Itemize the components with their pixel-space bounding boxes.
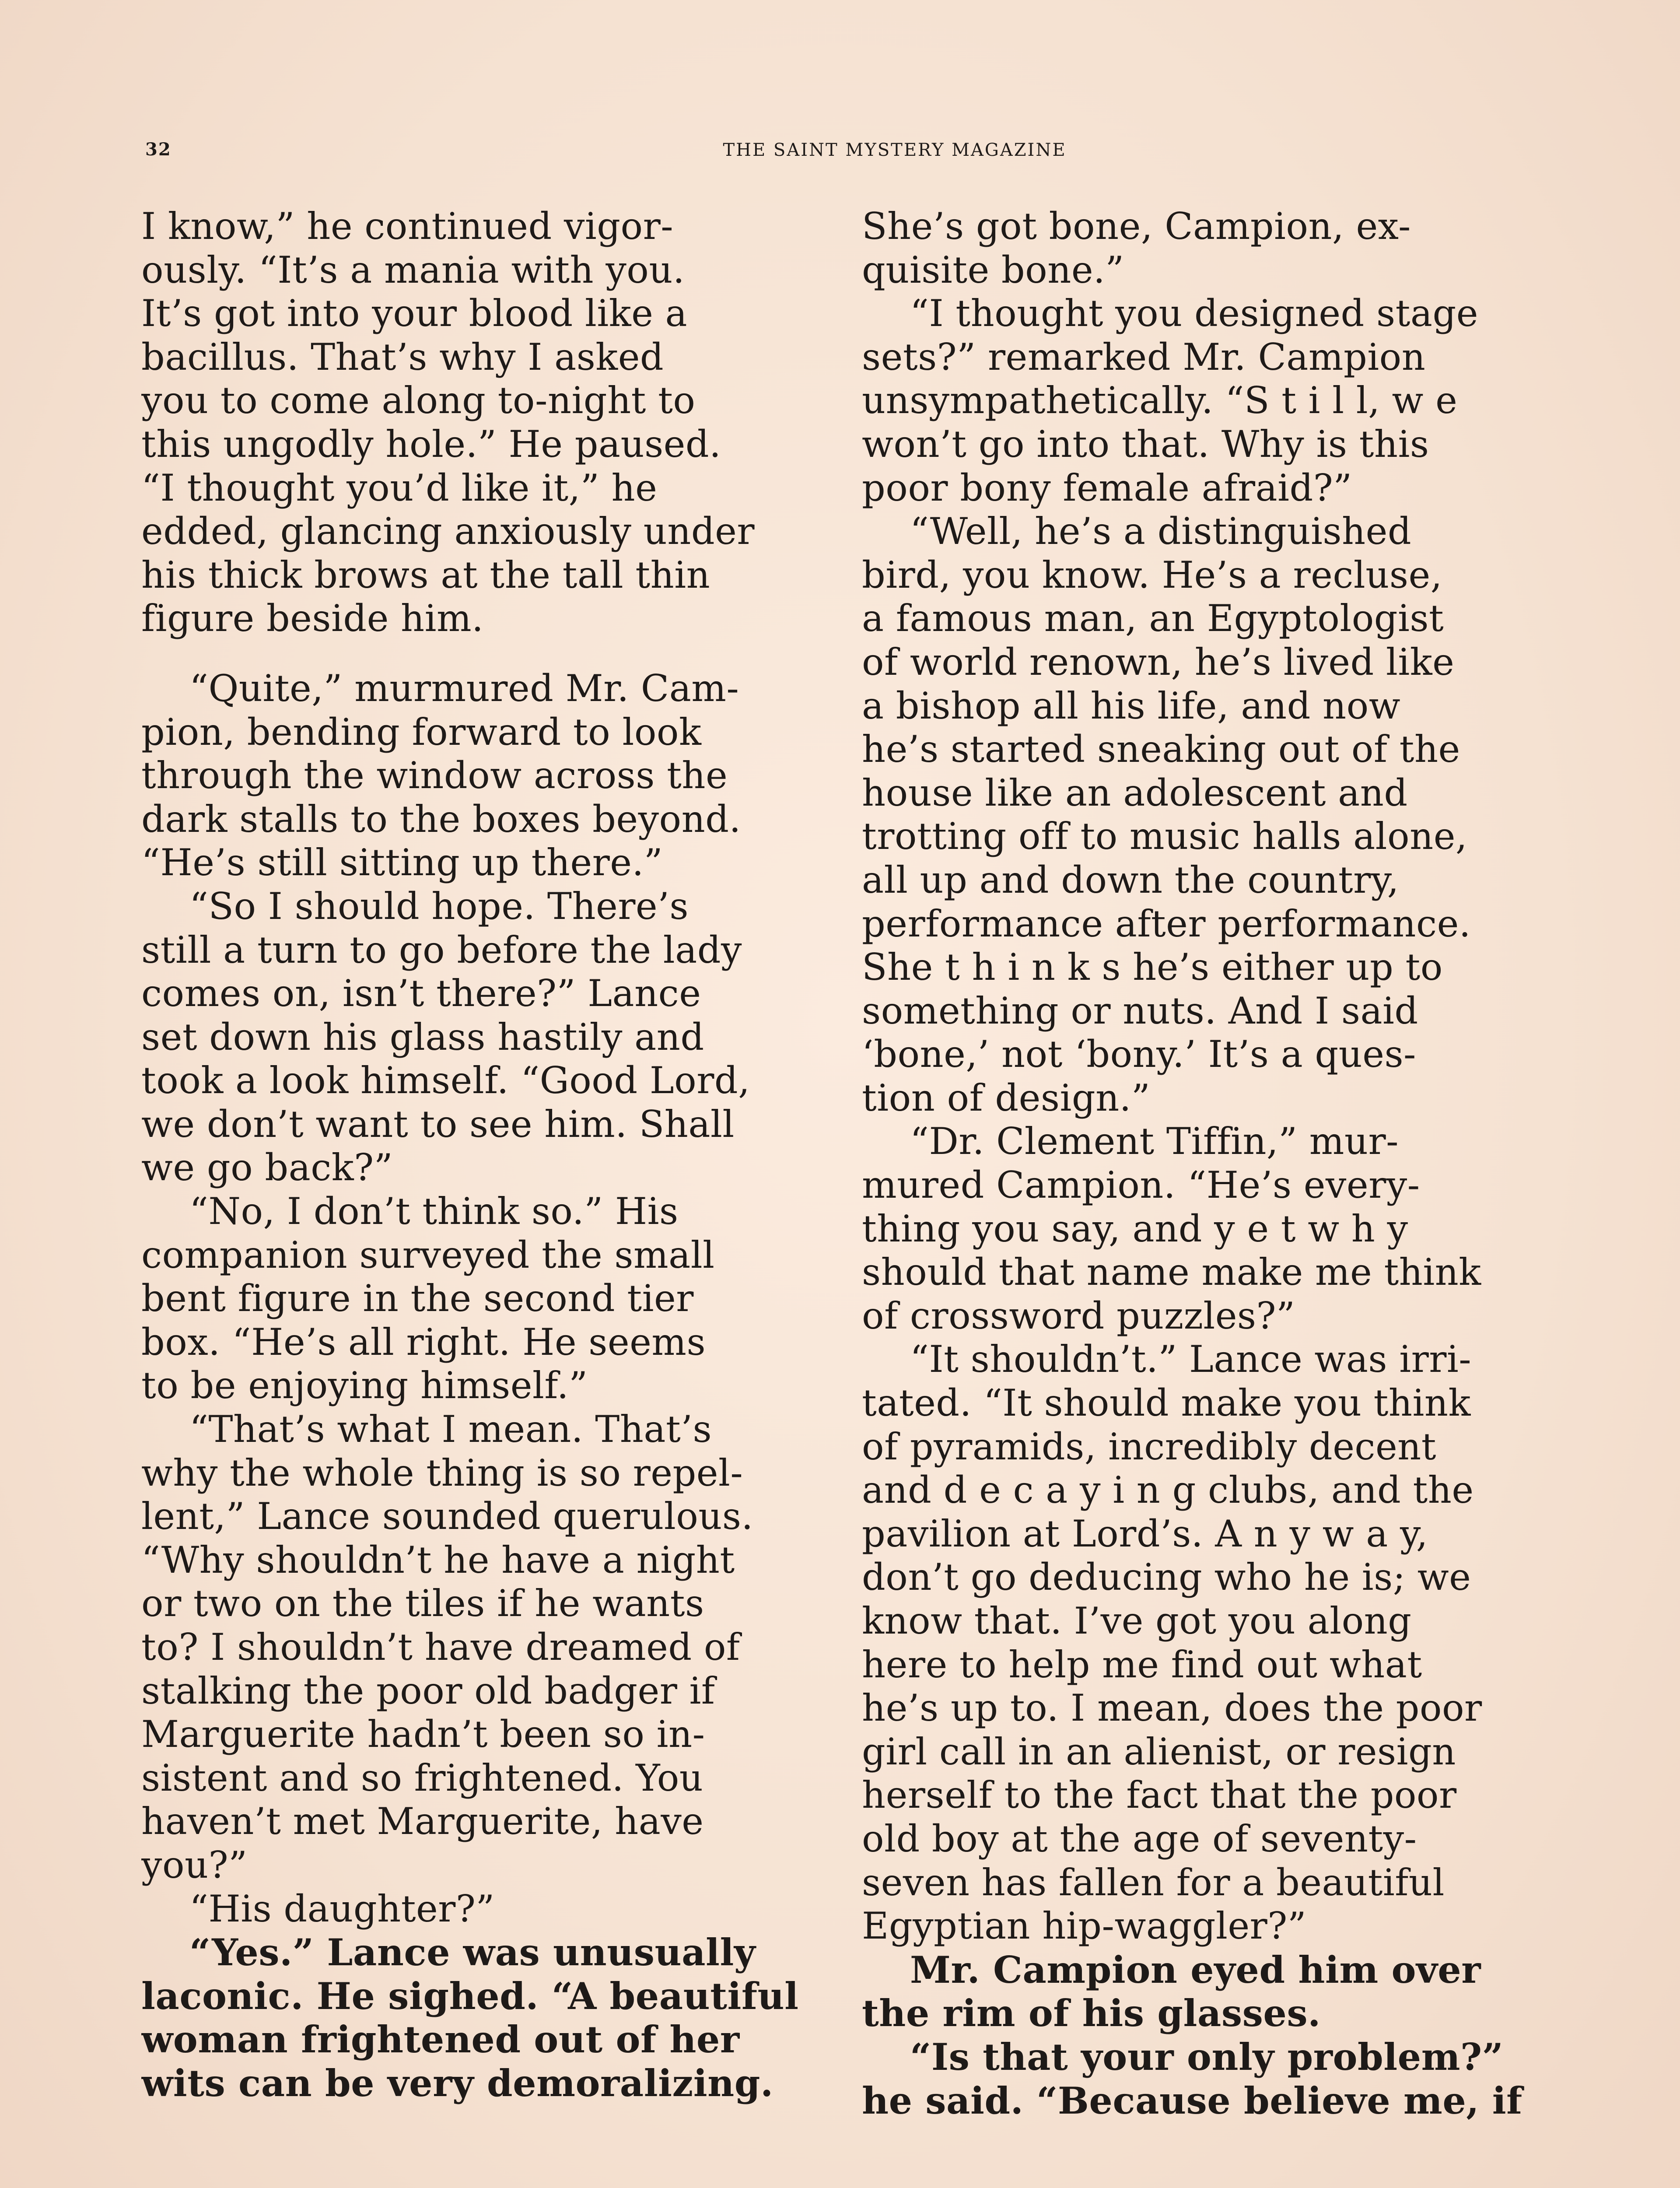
page-number: 32	[145, 139, 172, 160]
text-line: “So I should hope. There’s	[189, 884, 689, 928]
text-line: a famous man, an Egyptologist	[862, 597, 1444, 640]
text-line: his thick brows at the tall thin	[141, 553, 710, 596]
text-line: It’s got into your blood like a	[141, 292, 688, 335]
text-line: “I thought you designed stage	[910, 292, 1478, 335]
text-line: he’s started sneaking out of the	[862, 728, 1460, 771]
text-line: “Quite,” murmured Mr. Cam-	[189, 666, 739, 710]
text-line: “Well, he’s a distinguished	[910, 510, 1412, 553]
text-line: trotting off to music halls alone,	[862, 815, 1468, 858]
left-text-column	[141, 205, 819, 2105]
text-line: “Why shouldn’t he have a night	[141, 1538, 735, 1581]
text-line: box. “He’s all right. He seems	[141, 1320, 706, 1364]
text-line: something or nuts. And I said	[862, 989, 1418, 1032]
text-line: should that name make me think	[862, 1251, 1481, 1294]
text-line: poor bony female afraid?”	[862, 466, 1352, 509]
text-line: and d e c a y i n g clubs, and the	[862, 1469, 1474, 1512]
text-line: I know,” he continued vigor-	[141, 205, 674, 248]
text-line: this ungodly hole.” He paused.	[141, 422, 721, 466]
text-line: unsympathetically. “S t i l l, w e	[862, 379, 1458, 422]
text-line: bent figure in the second tier	[141, 1277, 694, 1320]
text-line: don’t go deducing who he is; we	[862, 1556, 1471, 1599]
text-line: we don’t want to see him. Shall	[141, 1102, 735, 1146]
text-line: of pyramids, incredibly decent	[862, 1425, 1437, 1468]
text-line: to? I shouldn’t have dreamed of	[141, 1626, 740, 1669]
text-line: he’s up to. I mean, does the poor	[862, 1687, 1482, 1730]
text-line: dark stalls to the boxes beyond.	[141, 797, 741, 841]
text-line: mured Campion. “He’s every-	[862, 1164, 1420, 1207]
text-line: “Is that your only problem?”	[910, 2035, 1504, 2079]
text-line: here to help me find out what	[862, 1643, 1422, 1686]
text-line: Marguerite hadn’t been so in-	[141, 1713, 705, 1756]
text-line: companion surveyed the small	[141, 1233, 715, 1276]
text-line: “I thought you’d like it,” he	[141, 466, 658, 509]
text-line: She t h i n k s he’s either up to	[862, 946, 1443, 989]
text-line: “That’s what I mean. That’s	[189, 1408, 712, 1451]
text-line: you to come along to-night to	[141, 379, 696, 422]
text-line: house like an adolescent and	[862, 771, 1408, 814]
text-line: to be enjoying himself.”	[141, 1364, 588, 1407]
text-line: figure beside him.	[141, 597, 484, 640]
text-line: still a turn to go before the lady	[141, 928, 742, 971]
text-line: herself to the fact that the poor	[862, 1774, 1457, 1817]
text-line: ously. “It’s a mania with you.	[141, 248, 685, 291]
text-line: bird, you know. He’s a recluse,	[862, 553, 1442, 596]
text-line: “It shouldn’t.” Lance was irri-	[910, 1338, 1472, 1381]
text-line: sets?” remarked Mr. Campion	[862, 335, 1426, 379]
text-line: “Yes.” Lance was unusually	[189, 1931, 756, 1974]
text-line: pavilion at Lord’s. A n y w a y,	[862, 1512, 1428, 1555]
text-line: comes on, isn’t there?” Lance	[141, 972, 701, 1015]
text-line: won’t go into that. Why is this	[862, 422, 1429, 466]
text-line: quisite bone.”	[862, 248, 1124, 291]
running-head	[140, 139, 1540, 165]
text-line: woman frightened out of her	[141, 2018, 740, 2062]
text-line: know that. I’ve got you along	[862, 1599, 1412, 1642]
text-line: performance after performance.	[862, 902, 1471, 945]
text-line: thing you say, and y e t w h y	[862, 1207, 1408, 1250]
text-line: he said. “Because believe me, if	[862, 2079, 1522, 2122]
text-line: edded, glancing anxiously under	[141, 510, 755, 553]
text-line: took a look himself. “Good Lord,	[141, 1059, 750, 1102]
text-line: of crossword puzzles?”	[862, 1294, 1295, 1337]
text-line: “His daughter?”	[189, 1887, 495, 1930]
text-line: ‘bone,’ not ‘bony.’ It’s a ques-	[862, 1033, 1416, 1076]
text-line: bacillus. That’s why I asked	[141, 335, 664, 379]
text-line: all up and down the country,	[862, 858, 1399, 901]
text-line: why the whole thing is so repel-	[141, 1451, 743, 1494]
text-line: girl call in an alienist, or resign	[862, 1730, 1456, 1773]
right-text-column	[862, 205, 1540, 2122]
magazine-title: THE SAINT MYSTERY MAGAZINE	[723, 140, 1067, 160]
text-line: seven has fallen for a beautiful	[862, 1861, 1445, 1904]
text-line: haven’t met Marguerite, have	[141, 1800, 704, 1843]
text-line: “He’s still sitting up there.”	[141, 841, 663, 884]
text-line: old boy at the age of seventy-	[862, 1817, 1417, 1860]
text-line: She’s got bone, Campion, ex-	[862, 205, 1411, 248]
text-line: wits can be very demoralizing.	[141, 2061, 774, 2105]
text-line: stalking the poor old badger if	[141, 1669, 715, 1712]
text-line: the rim of his glasses.	[862, 1992, 1321, 2035]
text-line: tion of design.”	[862, 1076, 1151, 1119]
text-line: lent,” Lance sounded querulous.	[141, 1495, 753, 1538]
text-line: sistent and so frightened. You	[141, 1756, 704, 1799]
text-line: tated. “It should make you think	[862, 1382, 1471, 1425]
text-line: of world renown, he’s lived like	[862, 640, 1455, 684]
text-line: a bishop all his life, and now	[862, 684, 1401, 727]
text-line: or two on the tiles if he wants	[141, 1582, 704, 1625]
text-line: you?”	[141, 1843, 248, 1886]
text-line: “Dr. Clement Tiffin,” mur-	[910, 1120, 1399, 1163]
text-line: we go back?”	[141, 1146, 393, 1189]
text-line: set down his glass hastily and	[141, 1015, 704, 1059]
text-line: laconic. He sighed. “A beautiful	[141, 1974, 799, 2018]
text-line: Egyptian hip-waggler?”	[862, 1904, 1307, 1948]
text-line: Mr. Campion eyed him over	[910, 1948, 1481, 1992]
text-line: through the window across the	[141, 754, 728, 797]
text-line: “No, I don’t think so.” His	[189, 1190, 679, 1233]
text-line: pion, bending forward to look	[141, 710, 702, 754]
